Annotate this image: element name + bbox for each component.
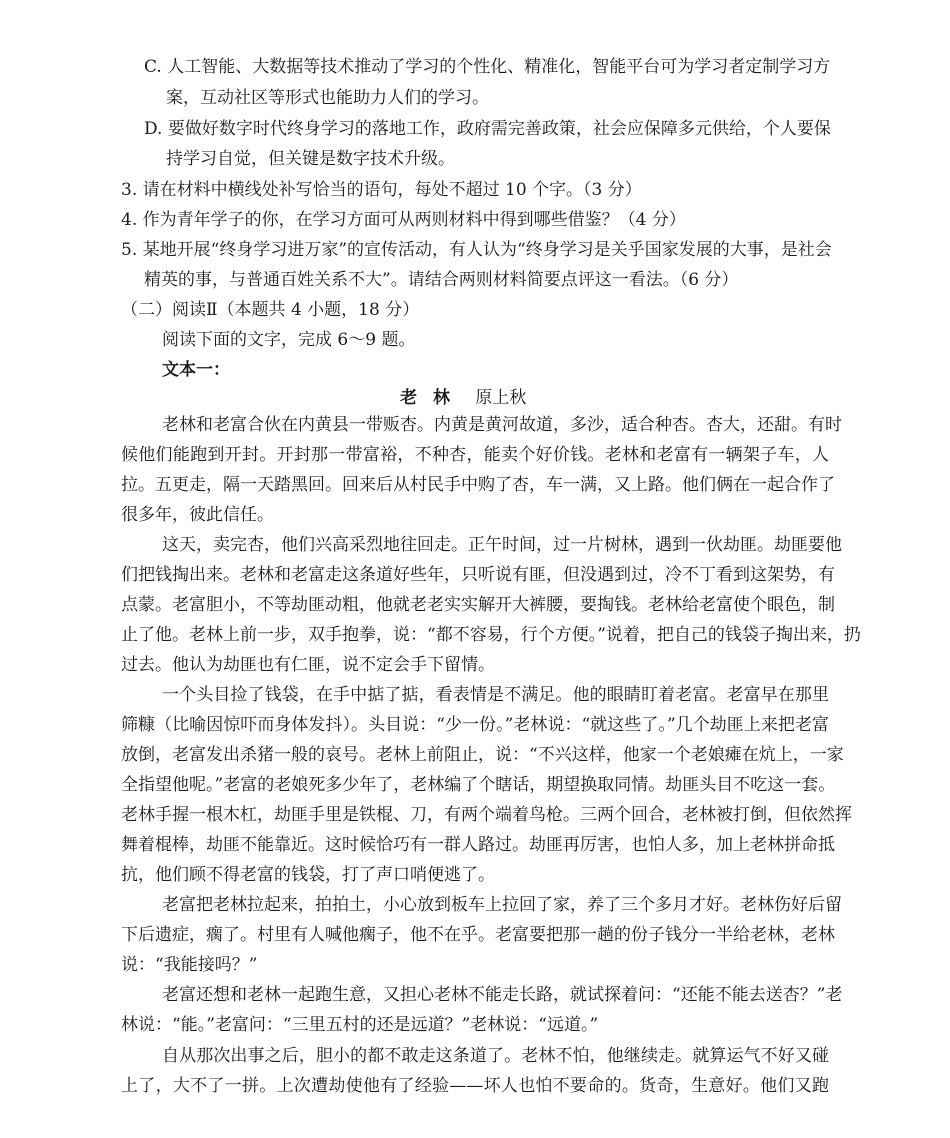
- story-line: 全指望他呢。”老富的老娘死多少年了，老林编了个瞎话，期望换取同情。劫匪头目不吃这一套。: [121, 775, 836, 795]
- question-3: 3. 请在材料中横线处补写恰当的语句，每处不超过 10 个字。（3 分）: [121, 180, 642, 200]
- story-author: 原上秋: [475, 388, 527, 408]
- story-line: 下后遗症，瘸了。村里有人喊他瘸子，他不在乎。老富要把那一趟的份子钱分一半给老林，老林: [121, 925, 835, 945]
- text-one-label: 文本一：: [162, 360, 230, 380]
- story-line: 老林和老富合伙在内黄县一带贩杏。内黄是黄河故道，多沙，适合种杏。杏大，还甜。有时: [162, 415, 842, 435]
- question-4: 4. 作为青年学子的你，在学习方面可从两则材料中得到哪些借鉴？（4 分）: [121, 210, 686, 230]
- story-line: 老富把老林拉起来，拍拍土，小心放到板车上拉回了家，养了三个多月才好。老林伤好后留: [162, 895, 842, 915]
- story-line: 林说：“能。”老富问：“三里五村的还是远道？”老林说：“远道。”: [121, 1015, 599, 1035]
- story-line: 上了，大不了一拼。上次遭劫使他有了经验——坏人也怕不要命的。货奇，生意好。他们又跑: [121, 1076, 829, 1096]
- story-line: 们把钱掏出来。老林和老富走这条道好些年，只听说有匪，但没遇到过，冷不丁看到这架势，有: [121, 565, 835, 585]
- story-title-block: [400, 388, 526, 408]
- story-line: 说：“我能接吗？”: [121, 955, 258, 975]
- story-line: 抗，他们顾不得老富的钱袋，打了声口哨便逃了。: [121, 865, 495, 885]
- story-line: 筛糠（比喻因惊吓而身体发抖）。头目说：“少一份。”老林说：“就这些了。”几个劫匪上来把老富: [121, 715, 829, 735]
- option-d-line-2: 持学习自觉，但关键是数字技术升级。: [166, 149, 455, 169]
- option-c-line-1: C. 人工智能、大数据等技术推动了学习的个性化、精准化，智能平台可为学习者定制学习方: [144, 57, 831, 77]
- option-d-line-1: D. 要做好数字时代终身学习的落地工作，政府需完善政策，社会应保障多元供给，个人要保: [144, 119, 831, 139]
- story-line: 舞着棍棒，劫匪不能靠近。这时候恰巧有一群人路过。劫匪再厉害，也怕人多，加上老林拼命抵: [121, 835, 835, 855]
- story-line: 自从那次出事之后，胆小的都不敢走这条道了。老林不怕，他继续走。就算运气不好又碰: [162, 1046, 829, 1066]
- story-line: 这天，卖完杏，他们兴高采烈地往回走。正午时间，过一片树林，遇到一伙劫匪。劫匪要他: [162, 535, 842, 555]
- story-line: 止了他。老林上前一步，双手抱拳，说：“都不容易，行个方便。”说着，把自己的钱袋子掏出来，扔: [121, 625, 861, 645]
- story-line: 老富还想和老林一起跑生意，又担心老林不能走长路，就试探着问：“还能不能去送杏？”老: [162, 985, 843, 1005]
- section-instruction: 阅读下面的文字，完成 6～9 题。: [162, 330, 416, 350]
- story-line: 很多年，彼此信任。: [121, 505, 274, 525]
- story-line: 点蒙。老富胆小，不等劫匪动粗，他就老老实实解开大裤腰，要掏钱。老林给老富使个眼色，制: [121, 595, 835, 615]
- story-line: 拉。五更走，隔一天踏黑回。回来后从村民手中购了杏，车一满，又上路。他们俩在一起合作了: [121, 475, 835, 495]
- section-heading: （二）阅读Ⅱ（本题共 4 小题，18 分）: [121, 300, 420, 320]
- story-line: 放倒，老富发出杀猪一般的哀号。老林上前阻止，说：“不兴这样，他家一个老娘瘫在炕上，一家: [121, 745, 844, 765]
- question-5-line-2: 精英的事，与普通百姓关系不大”。请结合两则材料简要点评这一看法。（6 分）: [144, 270, 739, 290]
- story-title: 老林: [400, 388, 466, 408]
- question-5-line-1: 5. 某地开展“终身学习进万家”的宣传活动，有人认为“终身学习是关乎国家发展的大事，是社会: [121, 240, 832, 260]
- story-line: 老林手握一根木杠，劫匪手里是铁棍、刀，有两个端着鸟枪。三两个回合，老林被打倒，但依然挥: [121, 805, 852, 825]
- story-line: 一个头目捡了钱袋，在手中掂了掂，看表情是不满足。他的眼睛盯着老富。老富早在那里: [162, 685, 829, 705]
- option-c-line-2: 案，互动社区等形式也能助力人们的学习。: [166, 88, 489, 108]
- story-line: 过去。他认为劫匪也有仁匪，说不定会手下留情。: [121, 655, 495, 675]
- story-line: 候他们能跑到开封。开封那一带富裕，不种杏，能卖个好价钱。老林和老富有一辆架子车，人: [121, 445, 829, 465]
